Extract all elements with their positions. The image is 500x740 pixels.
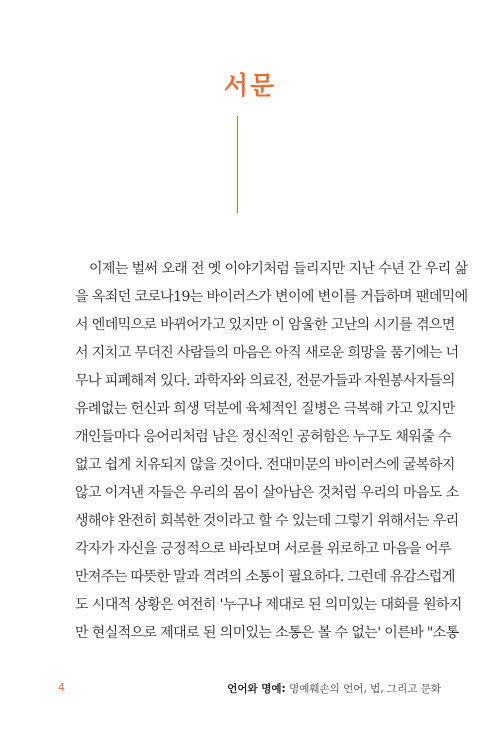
chapter-title: 서문 [223,71,277,100]
body-line: 개인들마다 응어리처럼 남은 정신적인 공허함은 누구도 채워줄 수 [75,429,451,445]
body-line: 각자가 자신을 긍정적으로 바라보며 서로를 위로하고 마음을 어루 [75,541,451,557]
body-line: 만 현실적으로 제대로 된 의미있는 소통은 볼 수 없는' 이른바 "소통 [75,625,459,641]
body-line: 않고 이겨낸 자들은 우리의 몸이 살아남은 것처럼 우리의 마음도 소 [75,485,459,501]
running-head [227,681,441,696]
page-footer [0,681,500,701]
body-line: 도 시대적 상황은 여전히 '누구나 제대로 된 의미있는 대화를 원하지 [75,597,462,613]
page-number: 4 [58,681,65,694]
body-line: 생해야 완전히 회복한 것이라고 할 수 있는데 그렇기 위해서는 우리 [75,513,459,529]
book-title-main: 언어와 명예: [227,683,286,695]
body-line: 서 지치고 무더진 사람들의 마음은 아직 새로운 희망을 품기에는 너 [75,345,459,361]
body-line: 무나 피폐해져 있다. 과학자와 의료진, 전문가들과 자원봉사자들의 [75,373,455,389]
body-line: 서 엔데믹으로 바뀌어가고 있지만 이 암울한 고난의 시기를 겪으면 [75,317,455,333]
body-line: 유례없는 헌신과 희생 덕분에 육체적인 질병은 극복해 가고 있지만 [75,401,455,417]
body-line: 을 옥죄던 코로나19는 바이러스가 변이에 변이를 거듭하며 팬데믹에 [75,289,468,305]
body-line: 이제는 벌써 오래 전 옛 이야기처럼 들리지만 지난 수년 간 우리 삶 [89,261,468,277]
body-line: 만져주는 따뜻한 말과 격려의 소통이 필요하다. 그런데 유감스럽게 [75,569,455,585]
body-line: 없고 쉽게 치유되지 않을 것이다. 전대미문의 바이러스에 굴복하지 [75,457,455,473]
book-title-sub: 명예훼손의 언어, 법, 그리고 문화 [285,683,441,695]
body-paragraph [75,255,468,647]
title-divider-line [237,116,238,213]
